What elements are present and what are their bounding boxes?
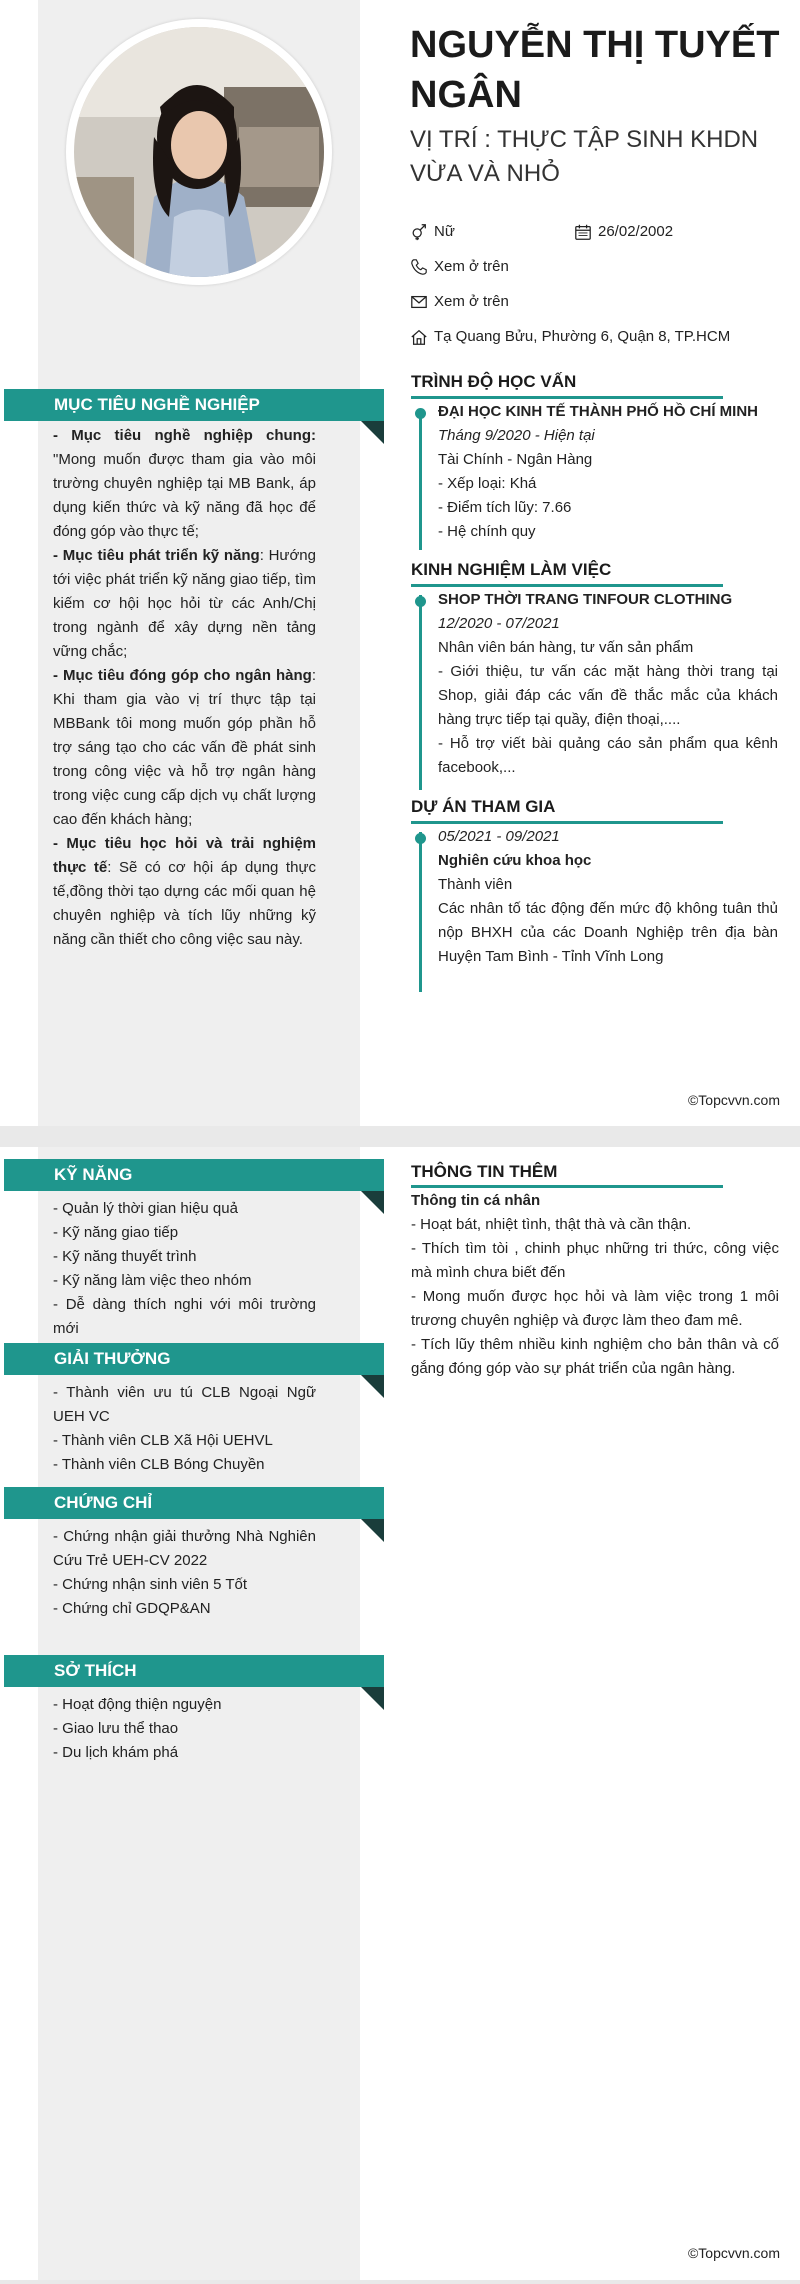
avatar [74,27,324,277]
birthday-row [574,222,673,242]
education-line: - Điểm tích lũy: 7.66 [438,499,572,516]
phone-value: Xem ở trên [434,258,509,275]
home-icon [410,328,428,346]
email-value: Xem ở trên [434,293,509,310]
more-info-item: - Thích tìm tòi , chinh phục những tri thức, công việc mà mình chưa biết đến [411,1240,779,1281]
experience-timeline [419,595,422,790]
experience-heading: KINH NGHIỆM LÀM VIỆC [411,560,612,579]
birthday-value: 26/02/2002 [598,223,674,240]
more-info-item: - Mong muốn được học hỏi và làm việc trong 1 môi trương chuyên nghiệp và được làm theo đam mê. [411,1288,779,1329]
project-description: Các nhân tố tác động đến mức độ không tuân thủ nộp BHXH của các Doanh Nghiệp trên địa bàn Huyện Tam Bình - Tỉnh Vĩnh Long [438,900,778,965]
ribbon-fold [361,1375,384,1398]
footer-credit: ©Topcvvn.com [687,2245,780,2261]
calendar-icon [574,223,592,241]
ribbon-fold [361,1519,384,1542]
school-name: ĐẠI HỌC KINH TẾ THÀNH PHỐ HỒ CHÍ MINH [438,403,758,420]
hobby-item: - Giao lưu thể thao [53,1720,179,1737]
more-info-underline [411,1185,723,1188]
award-item: - Thành viên ưu tú CLB Ngoại Ngữ UEH VC [53,1384,316,1425]
footer-credit: ©Topcvvn.com [687,1092,780,1108]
skill-item: - Quản lý thời gian hiệu quả [53,1200,238,1217]
projects-heading: DỰ ÁN THAM GIA [411,797,556,816]
cv-page-1 [0,0,800,1126]
education-line: - Xếp loại: Khá [438,475,537,492]
address-value: Tạ Quang Bửu, Phường 6, Quận 8, TP.HCM [434,328,731,345]
education-line: Tài Chính - Ngân Hàng [438,451,593,468]
experience-line: - Giới thiệu, tư vấn các mặt hàng thời trang tại Shop, giải đáp các vấn đề thắc mắc của khách hàng trực tiếp tại quầy, điện thoại,.... [438,663,778,728]
ribbon-fold [361,1191,384,1214]
address-row [410,327,730,347]
project-time: 05/2021 - 09/2021 [438,828,560,845]
company-name: SHOP THỜI TRANG TINFOUR CLOTHING [438,591,733,608]
more-info-subtitle: Thông tin cá nhân [411,1192,541,1209]
hobby-item: - Du lịch khám phá [53,1744,179,1761]
phone-icon [410,258,428,276]
skill-item: - Dễ dàng thích nghi với môi trường mới [53,1296,316,1337]
certificates-heading: CHỨNG CHỈ [4,1487,384,1519]
skill-item: - Kỹ năng làm việc theo nhóm [53,1272,252,1289]
project-name: Nghiên cứu khoa học [438,852,592,869]
gender-value: Nữ [434,223,455,240]
experience-bullet [415,596,426,607]
more-info-item: - Hoạt bát, nhiệt tình, thật thà và cần thận. [411,1216,692,1233]
award-item: - Thành viên CLB Xã Hội UEHVL [53,1432,273,1449]
hobbies-heading: SỞ THÍCH [4,1655,384,1687]
project-role: Thành viên [438,876,513,893]
awards-list [53,1381,316,1477]
certificates-list [53,1525,316,1621]
experience-line: - Hỗ trợ viết bài quảng cáo sản phẩm qua kênh facebook,... [438,735,778,776]
education-timeline [419,410,422,550]
skills-list [53,1197,316,1341]
certificate-item: - Chứng nhận giải thưởng Nhà Nghiên Cứu Trẻ UEH-CV 2022 [53,1528,316,1569]
objective-text: - Mục tiêu nghề nghiệp chung: "Mong muốn được tham gia vào môi trường chuyên nghiệp tại MB Bank, áp dụng kiến thức và kỹ năng đã học để đóng góp vào thực tế; - Mục tiêu phát triển kỹ năng: Hướng tới việc phát triển kỹ năng giao tiếp, tìm kiếm cơ hội học hỏi từ các Anh/Chị trong ngành để xây dựng nền tảng vững chắc; - Mục tiêu đóng góp cho ngân hàng: Khi tham gia vào vị trí thực tập tại MBBank tôi mong muốn góp phần hỗ trợ sáng tạo cho các vấn đề phát sinh trong công việc và hỗ trợ ngân hàng trong việc cung cấp dịch vụ chất lượng cao đến khách hàng; - Mục tiêu học hỏi và trải nghiệm thực tế: Sẽ có cơ hội áp dụng thực tế,đồng thời tạo dựng các mối quan hệ chuyên nghiệp và tích lũy những kỹ năng cần thiết cho công việc sau này. [53,427,316,948]
candidate-name: NGUYỄN THỊ TUYẾT NGÂN [410,24,780,116]
certificate-item: - Chứng nhận sinh viên 5 Tốt [53,1576,248,1593]
more-info-item: - Tích lũy thêm nhiều kinh nghiệm cho bản thân và cố gắng đóng góp vào sự phát triển của ngân hàng. [411,1336,779,1377]
job-position: VỊ TRÍ : THỰC TẬP SINH KHDN VỪA VÀ NHỎ [410,126,759,187]
cv-page-2 [0,1147,800,2280]
skill-item: - Kỹ năng giao tiếp [53,1224,179,1241]
hobbies-list [53,1693,316,1765]
ribbon-fold [361,421,384,444]
education-heading: TRÌNH ĐỘ HỌC VẤN [411,372,577,391]
project-entry [438,825,778,969]
skill-item: - Kỹ năng thuyết trình [53,1248,197,1265]
education-bullet [415,408,426,419]
certificate-item: - Chứng chỉ GDQP&AN [53,1600,211,1617]
projects-bullet [415,833,426,844]
education-entry [438,400,778,544]
experience-underline [411,584,723,587]
education-underline [411,396,723,399]
skills-heading: KỸ NĂNG [4,1159,384,1191]
ribbon-fold [361,1687,384,1710]
experience-time: 12/2020 - 07/2021 [438,615,560,632]
projects-underline [411,821,723,824]
education-line: - Hệ chính quy [438,523,536,540]
experience-entry [438,588,778,780]
more-info-content [411,1189,779,1381]
email-row [410,292,509,312]
phone-row [410,257,509,277]
email-icon [410,293,428,311]
more-info-heading: THÔNG TIN THÊM [411,1162,558,1181]
experience-role: Nhân viên bán hàng, tư vấn sản phẩm [438,639,694,656]
projects-timeline [419,832,422,992]
hobby-item: - Hoạt động thiện nguyện [53,1696,222,1713]
education-time: Tháng 9/2020 - Hiện tại [438,427,595,444]
gender-row [410,222,455,242]
awards-heading: GIẢI THƯỞNG [4,1343,384,1375]
award-item: - Thành viên CLB Bóng Chuyền [53,1456,265,1473]
gender-icon [410,223,428,241]
objective-heading: MỤC TIÊU NGHỀ NGHIỆP [4,389,384,421]
